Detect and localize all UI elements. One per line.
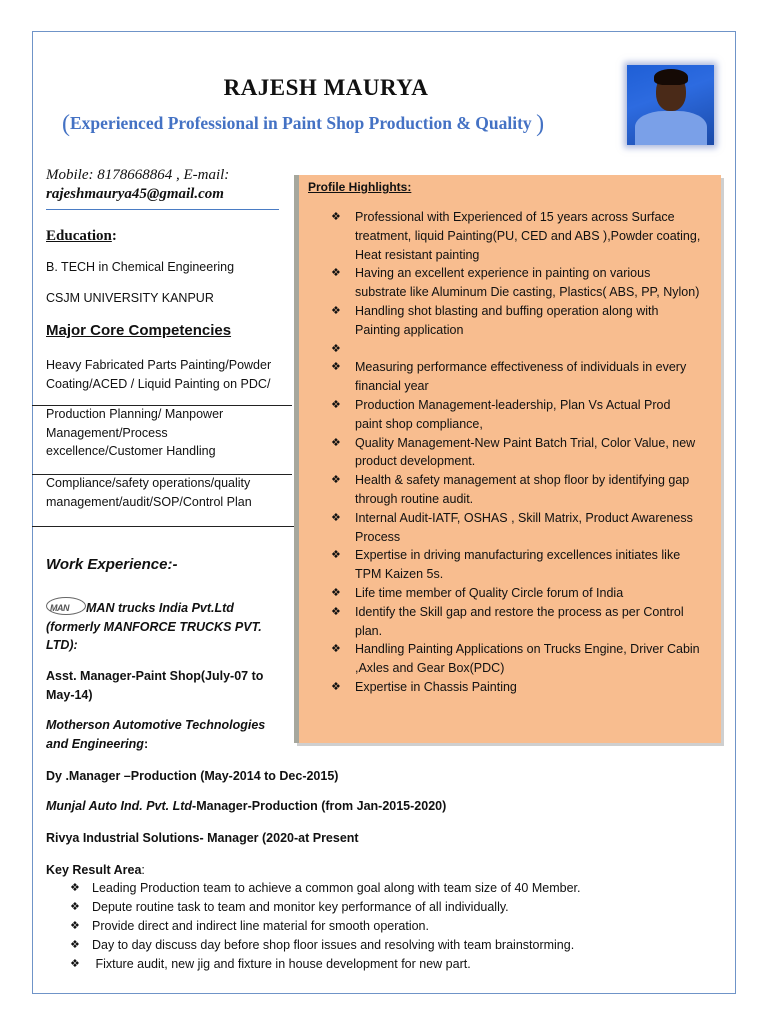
candidate-name: RAJESH MAURYA xyxy=(223,75,429,100)
highlight-item: ❖ Internal Audit-IATF, OSHAS , Skill Matrix, Product Awareness Process xyxy=(331,510,693,544)
profile-highlights-title: Profile Highlights: xyxy=(308,180,412,194)
motherson-role: Dy .Manager –Production (May-2014 to Dec-2015) xyxy=(46,769,339,783)
man-company: MAN MAN trucks India Pvt.Ltd (formerly MANFORCE TRUCKS PVT. LTD): xyxy=(46,597,262,655)
highlight-item: ❖ Identify the Skill gap and restore the process as per Control plan. xyxy=(331,604,684,638)
diamond-bullet-icon: ❖ xyxy=(331,474,341,487)
rivya-experience: Rivya Industrial Solutions- Manager (2020-at Present xyxy=(46,831,359,845)
highlight-item: ❖ Life time member of Quality Circle forum of India xyxy=(331,584,713,603)
highlight-item: ❖ Having an excellent experience in painting on various substrate like Aluminum Die casting, Plastics( ABS, PP, Nylon) xyxy=(331,266,700,300)
highlight-item: ❖ Health & safety management at shop floor by identifying gap through routine audit. xyxy=(331,473,690,506)
kra-item: ❖ Fixture audit, new jig and fixture in house development for new part. xyxy=(70,955,580,974)
kra-item: ❖ Depute routine task to team and monitor key performance of all individually. xyxy=(70,898,580,917)
education-degree: B. TECH in Chemical Engineering xyxy=(46,260,235,274)
man-logo-icon: MAN xyxy=(46,597,86,615)
tagline-text: Experienced Professional in Paint Shop Production & Quality xyxy=(70,113,537,133)
highlight-item: ❖ Handling shot blasting and buffing operation along with Painting application xyxy=(331,303,659,337)
highlight-item: ❖ Expertise in Chassis Painting xyxy=(331,678,713,697)
competency-item: Compliance/safety operations/quality management/audit/SOP/Control Plan xyxy=(46,476,252,509)
diamond-bullet-icon: ❖ xyxy=(70,939,80,951)
kra-item: ❖ Leading Production team to achieve a common goal along with team size of 40 Member. xyxy=(70,879,580,898)
diamond-bullet-icon: ❖ xyxy=(70,882,80,894)
highlight-item: ❖ Expertise in driving manufacturing excellences initiates like TPM Kaizen 5s. xyxy=(331,548,681,582)
diamond-bullet-icon: ❖ xyxy=(331,549,341,562)
diamond-bullet-icon: ❖ xyxy=(331,304,341,317)
work-experience-heading: Work Experience:- xyxy=(46,556,178,573)
diamond-bullet-icon: ❖ xyxy=(331,267,341,280)
diamond-bullet-icon: ❖ xyxy=(331,605,341,618)
competencies-heading: Major Core Competencies xyxy=(46,322,232,339)
highlight-item: ❖ Measuring performance effectiveness of individuals in every financial year xyxy=(331,360,687,394)
kra-item: ❖ Provide direct and indirect line material for smooth operation. xyxy=(70,917,580,936)
profile-highlights-box xyxy=(294,175,721,743)
diamond-bullet-icon: ❖ xyxy=(331,643,341,656)
highlight-item: ❖ Professional with Experienced of 15 years across Surface treatment, liquid Painting(PU, CED and ABS ),Powder coating, Heat resistant painting xyxy=(331,210,701,262)
munjal-experience: Munjal Auto Ind. Pvt. Ltd-Manager-Production (from Jan-2015-2020) xyxy=(46,799,447,813)
mobile-line: Mobile: 8178668864 , E-mail: xyxy=(46,167,230,183)
highlight-item: ❖ Quality Management-New Paint Batch Trial, Color Value, new product development. xyxy=(331,435,696,469)
contact-info xyxy=(46,166,229,204)
competency-item: Production Planning/ Manpower Management/Process excellence/Customer Handling xyxy=(46,407,224,458)
motherson-company: Motherson Automotive Technologies and Engineering: xyxy=(46,718,266,751)
education-university: CSJM UNIVERSITY KANPUR xyxy=(46,291,214,305)
man-role: Asst. Manager-Paint Shop(July-07 to May-14) xyxy=(46,669,264,702)
highlights-list xyxy=(331,208,713,697)
profile-photo xyxy=(627,65,714,145)
kra-heading: Key Result Area: xyxy=(46,863,145,877)
diamond-bullet-icon: ❖ xyxy=(70,901,80,913)
highlight-item: ❖ Production Management-leadership, Plan Vs Actual Prod paint shop compliance, xyxy=(331,397,671,431)
diamond-bullet-icon: ❖ xyxy=(331,511,341,524)
diamond-bullet-icon: ❖ xyxy=(70,920,80,932)
kra-list xyxy=(70,879,580,974)
kra-item: ❖ Day to day discuss day before shop floor issues and resolving with team brainstorming. xyxy=(70,936,580,955)
competency-divider xyxy=(32,526,300,527)
diamond-bullet-icon: ❖ xyxy=(331,398,341,411)
diamond-bullet-icon: ❖ xyxy=(331,342,341,355)
diamond-bullet-icon: ❖ xyxy=(331,361,341,374)
contact-divider xyxy=(46,209,279,210)
diamond-bullet-icon: ❖ xyxy=(331,436,341,449)
email-address: rajeshmaurya45@gmail.com xyxy=(46,186,224,202)
diamond-bullet-icon: ❖ xyxy=(331,586,341,599)
education-heading: Education: xyxy=(46,228,117,244)
competency-item: Heavy Fabricated Parts Painting/Powder Coating/ACED / Liquid Painting on PDC/ xyxy=(46,358,272,391)
highlight-item xyxy=(331,340,713,359)
diamond-bullet-icon: ❖ xyxy=(331,680,341,693)
diamond-bullet-icon: ❖ xyxy=(331,211,341,223)
highlight-item: ❖ Handling Painting Applications on Trucks Engine, Driver Cabin ,Axles and Gear Box(PDC) xyxy=(331,642,700,676)
diamond-bullet-icon: ❖ xyxy=(70,958,80,970)
tagline: (Experienced Professional in Paint Shop Production & Quality ) xyxy=(62,111,545,137)
